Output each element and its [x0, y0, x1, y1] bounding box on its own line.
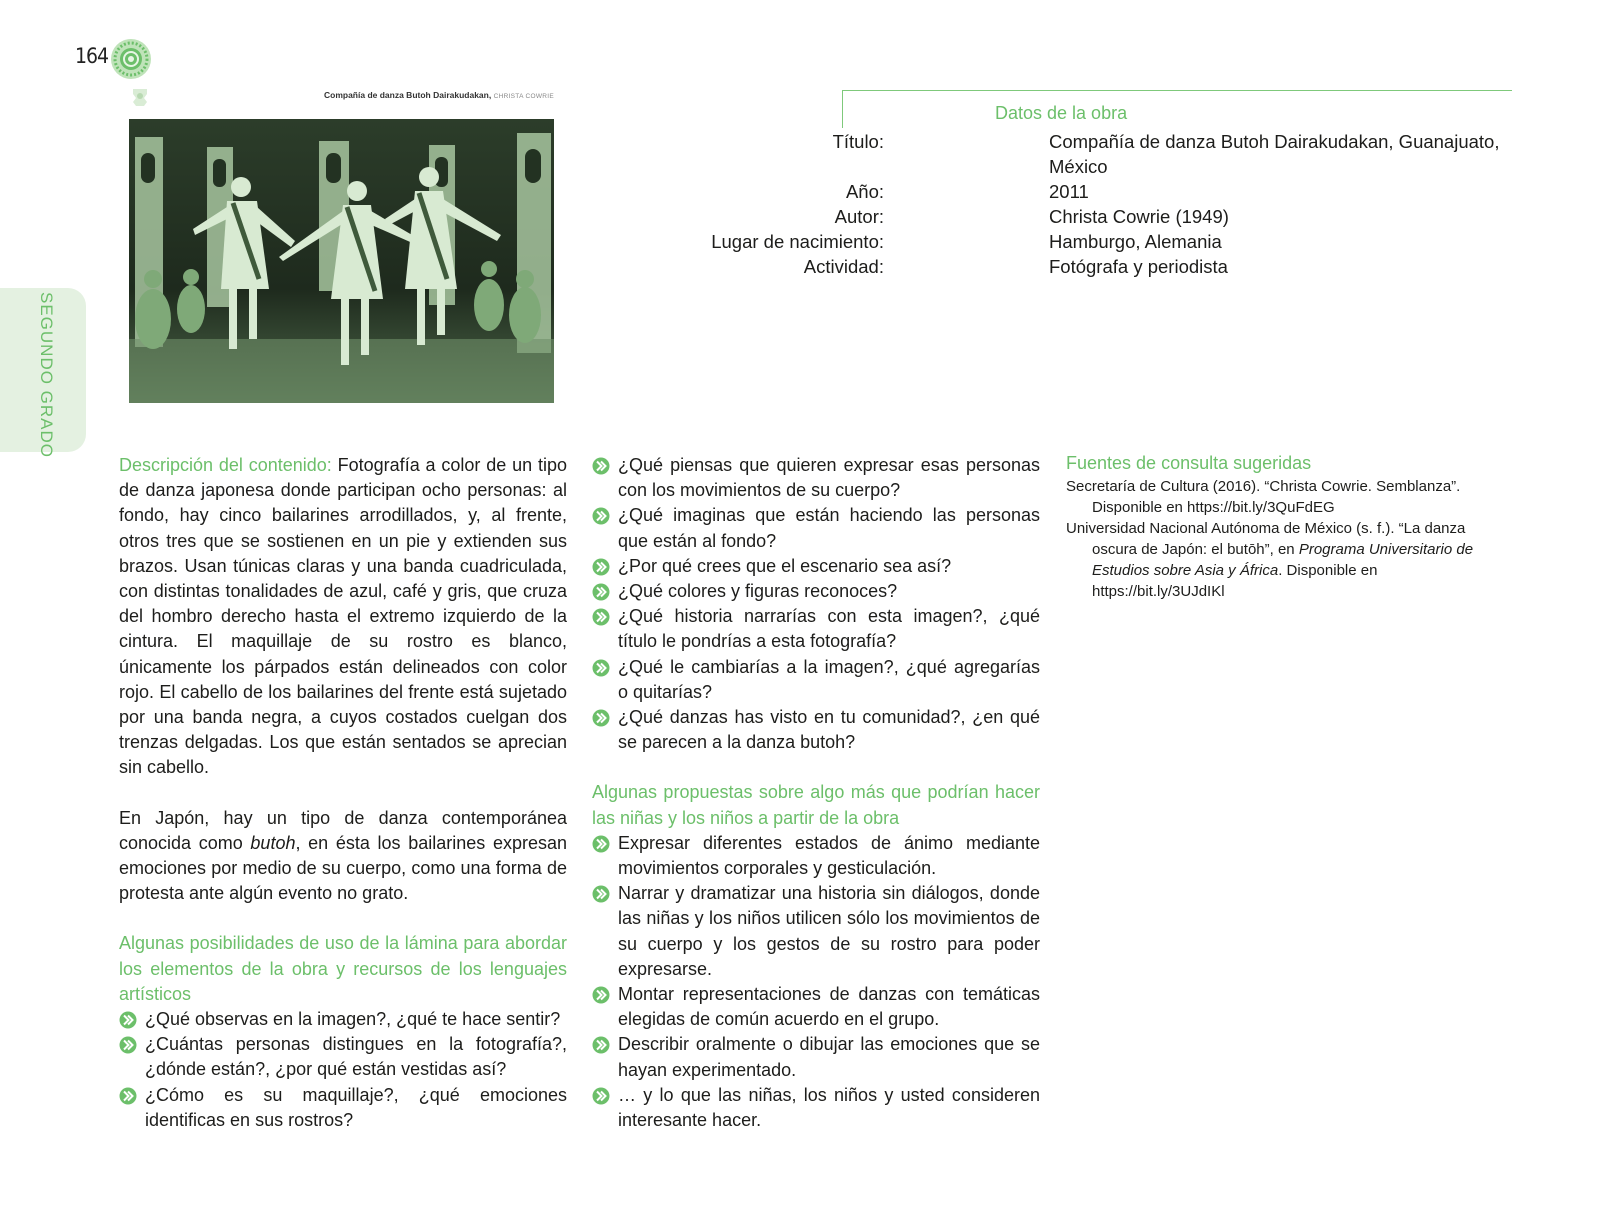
list-item-text: … y lo que las niñas, los niños y usted consideren interesante hacer.	[618, 1084, 1040, 1131]
column-3	[1066, 451, 1512, 602]
list-item-text: ¿Qué danzas has visto en tu comunidad?, ¿en qué se parecen a la danza butoh?	[618, 707, 1040, 753]
reference-text: Secretaría de Cultura (2016). “Christa Cowrie. Semblanza”. Disponible en https://bit.ly/3QuFdEG	[1066, 478, 1461, 517]
list-item	[592, 1083, 1040, 1133]
bullet-chevron-icon	[119, 1036, 137, 1054]
datos-heading: Datos de la obra	[995, 103, 1128, 123]
bullet-chevron-icon	[592, 709, 610, 727]
reference-item	[1066, 518, 1512, 602]
bullet-chevron-icon	[592, 1087, 610, 1105]
list-item-text: Narrar y dramatizar una historia sin diálogos, donde las niñas y los niños utilicen sólo los movimientos de su cuerpo y los gestos de su rostro para poder expresarse.	[618, 883, 1040, 979]
question-list-1	[119, 1007, 567, 1133]
photo-caption-credit: CHRISTA COWRIE	[493, 93, 554, 100]
datos-value-cont: México	[1049, 156, 1108, 177]
japon-paragraph	[119, 806, 567, 907]
bullet-chevron-icon	[592, 608, 610, 626]
datos-row-titulo	[832, 129, 1500, 181]
japon-text-a: En Japón, hay un tipo de danza contemporánea conocida como	[119, 807, 567, 853]
datos-label: Actividad:	[803, 256, 884, 277]
datos-row-anio	[846, 179, 1496, 204]
list-item-text: ¿Qué colores y figuras reconoces?	[618, 581, 898, 602]
list-item	[592, 604, 1040, 654]
list-item-text: Montar representaciones de danzas con temáticas elegidas de común acuerdo en el grupo.	[618, 984, 1040, 1030]
reference-text: Universidad Nacional Autónoma de México (s. f.). “La danza oscura de Japón: el butōh”, en	[1066, 520, 1466, 559]
list-item-text: Describir oralmente o dibujar las emociones que se hayan experimentado.	[618, 1034, 1040, 1080]
list-item-text: ¿Cómo es su maquillaje?, ¿qué emociones identificas en sus rostros?	[145, 1084, 567, 1130]
bullet-chevron-icon	[592, 583, 610, 601]
list-item-text: Expresar diferentes estados de ánimo mediante movimientos corporales y gesticulación.	[618, 832, 1040, 879]
bullet-chevron-icon	[592, 1036, 610, 1054]
bullet-chevron-icon	[592, 885, 610, 903]
photo-caption-title: Compañía de danza Butoh Dairakudakan,	[324, 90, 492, 100]
bullet-chevron-icon	[592, 558, 610, 576]
datos-value: Fotógrafa y periodista	[1049, 256, 1228, 277]
datos-label: Lugar de nacimiento:	[711, 231, 884, 252]
datos-row-autor	[834, 204, 1496, 229]
list-item-text: ¿Qué le cambiarías a la imagen?, ¿qué agregarías o quitarías?	[618, 656, 1040, 702]
datos-row-actividad	[803, 254, 1496, 279]
list-item-text: ¿Por qué crees que el escenario sea así?	[618, 555, 952, 576]
fuentes-heading: Fuentes de consulta sugeridas	[1066, 453, 1312, 473]
list-item	[119, 1032, 567, 1082]
datos-label: Año:	[845, 181, 884, 202]
list-item	[592, 655, 1040, 705]
question-list-2	[592, 453, 1040, 755]
bullet-chevron-icon	[119, 1087, 137, 1105]
list-item	[592, 982, 1040, 1032]
datos-label: Autor:	[834, 206, 884, 227]
list-item	[592, 503, 1040, 553]
reference-list	[1066, 476, 1512, 602]
column-1	[119, 453, 567, 1133]
reference-text: . Disponible en https://bit.ly/3UJdIKl	[1092, 562, 1378, 601]
datos-rule	[842, 90, 1512, 91]
list-item	[592, 1032, 1040, 1082]
propuestas-list	[592, 831, 1040, 1133]
column-2	[592, 453, 1040, 1133]
datos-value: Compañía de danza Butoh Dairakudakan, Guanajuato,	[1049, 131, 1500, 152]
list-item-text: ¿Qué imaginas que están haciendo las personas que están al fondo?	[618, 505, 1040, 551]
list-item	[119, 1083, 567, 1133]
bullet-chevron-icon	[592, 835, 610, 853]
propuestas-heading: Algunas propuestas sobre algo más que podrían hacer las niñas y los niños a partir de la obra	[592, 782, 1040, 828]
small-mark-icon	[130, 86, 150, 108]
list-item	[592, 579, 1040, 604]
datos-value: 2011	[1049, 181, 1089, 202]
list-item	[592, 453, 1040, 503]
list-item	[592, 705, 1040, 755]
japon-term: butoh	[250, 832, 296, 853]
descripcion-paragraph	[119, 453, 567, 781]
list-item-text: ¿Qué historia narrarías con esta imagen?, ¿qué título le pondrías a esta fotografía?	[618, 606, 1040, 652]
side-tab-label: SEGUNDO GRADO	[37, 292, 56, 459]
japon-text-b: , en ésta los bailarines expresan emociones por medio de su cuerpo, como una forma de protesta ante algún evento no grato.	[119, 832, 567, 904]
rosette-logo-icon	[110, 38, 152, 80]
datos-label: Título:	[832, 131, 884, 152]
list-item	[592, 831, 1040, 881]
datos-value: Christa Cowrie (1949)	[1049, 206, 1229, 227]
bullet-chevron-icon	[592, 507, 610, 525]
list-item	[119, 1007, 567, 1032]
list-item	[592, 554, 1040, 579]
list-item-text: ¿Qué piensas que quieren expresar esas personas con los movimientos de su cuerpo?	[618, 455, 1040, 501]
page-number: 164	[75, 44, 109, 68]
bullet-chevron-icon	[119, 1011, 137, 1029]
datos-row-lugar	[711, 229, 1496, 254]
reference-title: Programa Universitario de Estudios sobre Asia y África	[1092, 541, 1474, 580]
descripcion-label: Descripción del contenido:	[119, 455, 332, 475]
posibilidades-heading: Algunas posibilidades de uso de la lámina para abordar los elementos de la obra y recursos de los lenguajes artísticos	[119, 933, 567, 1004]
bullet-chevron-icon	[592, 659, 610, 677]
list-item-text: ¿Cuántas personas distingues en la fotografía?, ¿dónde están?, ¿por qué están vestidas así?	[145, 1034, 567, 1080]
reference-item	[1066, 476, 1512, 518]
bullet-chevron-icon	[592, 986, 610, 1004]
list-item	[592, 881, 1040, 982]
bullet-chevron-icon	[592, 457, 610, 475]
list-item-text: ¿Qué observas en la imagen?, ¿qué te hace sentir?	[145, 1009, 561, 1030]
descripcion-text: Fotografía a color de un tipo de danza japonesa donde participan ocho personas: al fondo, hay cinco bailarines arrodillados, y, al frente, otros tres que se sostienen en un pie y extienden sus brazos. Usan túnicas claras y una banda cuadriculada, con distintas tonalidades de azul, café y gris, que cruza del hombro derecho hasta el extremo izquierdo de la cintura. El maquillaje de su rostro es blanco, únicamente los párpados están delineados con color rojo. El cabello de los bailarines del frente está sujetado por una banda negra, a cuyos costados cuelgan dos trenzas delgadas. Los que están sentados se aprecian sin cabello.	[119, 455, 567, 778]
photo-caption	[300, 90, 554, 100]
datos-rule-side	[842, 90, 843, 128]
dance-photo	[129, 119, 554, 403]
datos-value: Hamburgo, Alemania	[1049, 231, 1222, 252]
